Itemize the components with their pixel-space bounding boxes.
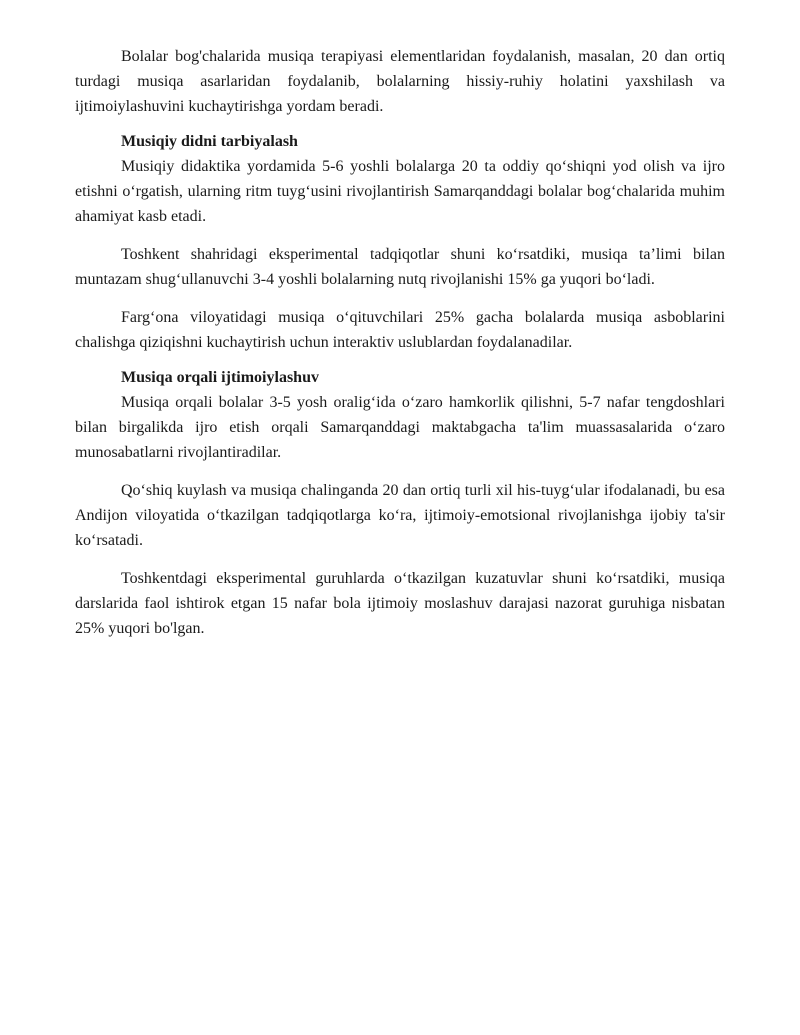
- heading-musical-taste: Musiqiy didni tarbiyalash: [121, 133, 298, 150]
- spacer: [75, 553, 725, 566]
- spacer: [75, 229, 725, 242]
- spacer: [75, 355, 725, 365]
- document-page: [75, 44, 725, 641]
- paragraph-musical-didactics: Musiqiy didaktika yordamida 5-6 yoshli bolalarga 20 ta oddiy qo‘shiqni yod olish va ijro etishni o‘rgatish, ularning ritm tuyg‘usini rivojlantirish Samarqanddagi bolalar bog‘chalarida muhim ahamiyat kasb etadi.: [75, 158, 725, 225]
- paragraph-music-therapy: Bolalar bog'chalarida musiqa terapiyasi elementlaridan foydalanish, masalan, 20 dan ortiq turdagi musiqa asarlaridan foydalanib, bolalarning hissiy-ruhiy holatini yaxshilash va ijtimoiylashuvini kuchaytirishga yordam beradi.: [75, 48, 725, 115]
- paragraph-emotions: Qo‘shiq kuylash va musiqa chalinganda 20 dan ortiq turli xil his-tuyg‘ular ifodalanadi, bu esa Andijon viloyatida o‘tkazilgan tadqiqotlarga ko‘ra, ijtimoiy-emotsional rivojlanishga ijobiy ta'sir ko‘rsatadi.: [75, 482, 725, 549]
- paragraph-tashkent-research: Toshkent shahridagi eksperimental tadqiqotlar shuni ko‘rsatdiki, musiqa ta’limi bilan muntazam shug‘ullanuvchi 3-4 yoshli bolalarning nutq rivojlanishi 15% ga yuqori bo‘ladi.: [75, 246, 725, 288]
- spacer: [75, 465, 725, 478]
- heading-socialization: Musiqa orqali ijtimoiylashuv: [121, 369, 319, 386]
- spacer: [75, 292, 725, 305]
- paragraph-observations: Toshkentdagi eksperimental guruhlarda o‘tkazilgan kuzatuvlar shuni ko‘rsatdiki, musiqa darslarida faol ishtirok etgan 15 nafar bola ijtimoiy moslashuv darajasi nazorat guruhiga nisbatan 25% yuqori bo'lgan.: [75, 570, 725, 637]
- paragraph-fergana-teachers: Farg‘ona viloyatidagi musiqa o‘qituvchilari 25% gacha bolalarda musiqa asboblarini chalishga qiziqishni kuchaytirish uchun interaktiv uslublardan foydalanadilar.: [75, 309, 725, 351]
- paragraph-cooperation: Musiqa orqali bolalar 3-5 yosh oralig‘ida o‘zaro hamkorlik qilishni, 5-7 nafar tengdoshlari bilan birgalikda ijro etish orqali Samarqanddagi maktabgacha ta'lim muassasalarida o‘zaro munosabatlarni rivojlantiradilar.: [75, 394, 725, 461]
- spacer: [75, 119, 725, 129]
